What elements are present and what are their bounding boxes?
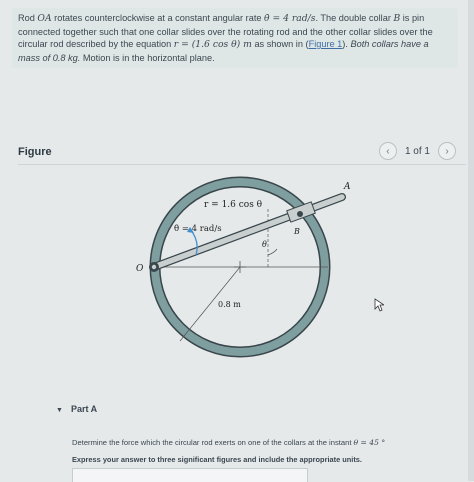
figure-panel bbox=[8, 136, 466, 386]
pager-label: 1 of 1 bbox=[404, 145, 430, 157]
label-radius: 0.8 m bbox=[218, 300, 241, 309]
problem-text-6: ). bbox=[342, 39, 351, 49]
question-text: Determine the force which the circular rod exerts on one of the collars at the instant bbox=[72, 438, 354, 447]
chevron-right-icon: › bbox=[445, 145, 449, 157]
label-angular-rate: θ̇ = 4 rad/s bbox=[174, 224, 222, 234]
equation: r = (1.6 cos θ) m bbox=[173, 39, 252, 50]
mechanism-figure bbox=[128, 169, 358, 384]
prev-figure-button[interactable] bbox=[379, 142, 397, 160]
collar-name: B bbox=[393, 13, 401, 24]
answer-input-area[interactable] bbox=[72, 468, 308, 482]
label-a: A bbox=[344, 182, 351, 192]
label-theta: θ bbox=[262, 240, 267, 249]
question-math: θ = 45 ° bbox=[353, 438, 386, 447]
figure-link[interactable]: Figure 1 bbox=[308, 39, 343, 49]
rate-expression: θ̇ = 4 rad/s bbox=[264, 13, 316, 24]
label-r-equation: r = 1.6 cos θ bbox=[204, 200, 263, 210]
problem-text-7: Motion is in the horizontal plane. bbox=[80, 52, 215, 63]
problem-text-italic: Both collars have a mass of 0.8 kg. bbox=[18, 39, 429, 63]
part-a-header[interactable] bbox=[56, 404, 97, 414]
problem-text-5: as shown in ( bbox=[251, 39, 309, 49]
next-figure-button[interactable] bbox=[438, 142, 456, 160]
part-a-title: Part A bbox=[70, 404, 98, 414]
problem-text-2: rotates counterclockwise at a constant angular rate bbox=[51, 13, 265, 23]
figure-pager bbox=[379, 142, 456, 160]
problem-text-4: is pin connected together such that one collar slides over the rotating rod and the other collar slides over the circular rod described by the equation bbox=[18, 13, 433, 49]
collapse-caret-icon: ▼ bbox=[56, 407, 63, 414]
problem-statement bbox=[12, 8, 458, 68]
label-b: B bbox=[294, 227, 300, 236]
problem-text-1: Rod bbox=[18, 13, 38, 23]
problem-text bbox=[12, 8, 458, 64]
part-a-instruction: Express your answer to three significant figures and include the appropriate units. bbox=[72, 455, 362, 464]
chevron-left-icon: ‹ bbox=[386, 145, 390, 157]
label-o: O bbox=[136, 264, 144, 274]
mouse-cursor-icon bbox=[374, 298, 384, 312]
problem-text-3: . The double collar bbox=[315, 13, 394, 23]
theta-arc bbox=[268, 249, 277, 255]
figure-title: Figure bbox=[18, 146, 52, 158]
part-a-question bbox=[72, 438, 385, 447]
rod-name: OA bbox=[37, 13, 52, 24]
figure-divider bbox=[18, 164, 466, 165]
page-scrollbar[interactable] bbox=[468, 0, 474, 481]
pin-o-inner bbox=[152, 265, 156, 269]
